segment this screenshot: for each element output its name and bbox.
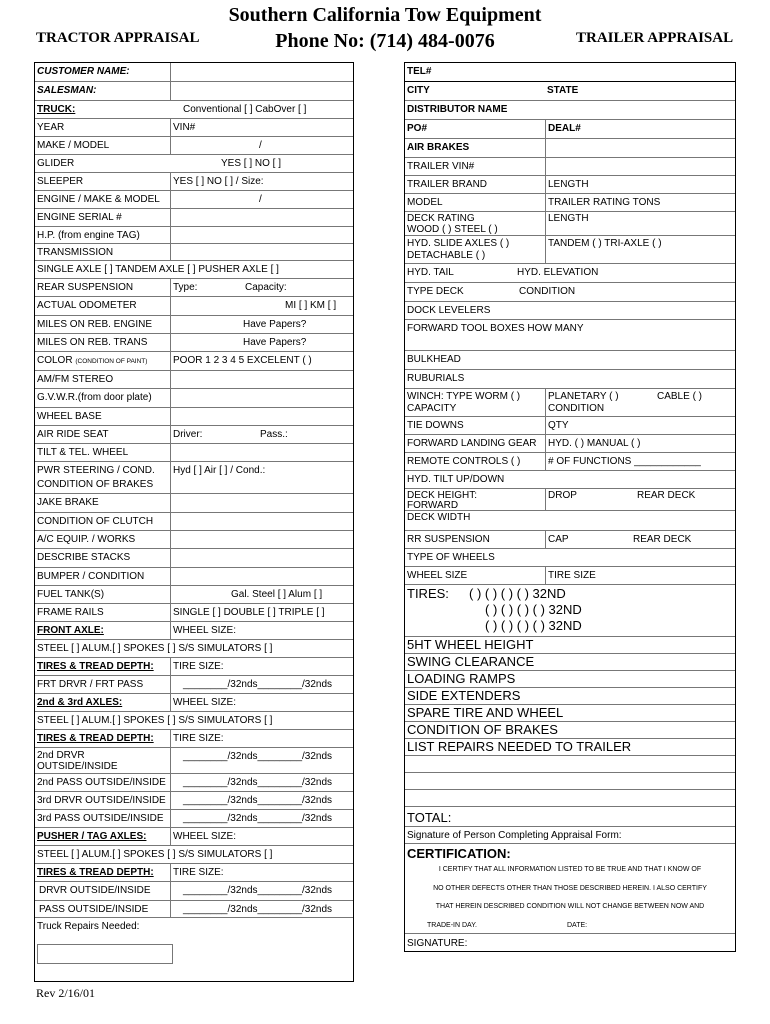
state-label: STATE [547, 85, 579, 96]
stacks-label: DESCRIBE STACKS [37, 552, 131, 563]
fuel-row[interactable] [35, 586, 353, 604]
engine-serial-row[interactable] [35, 209, 353, 227]
sleeper-row[interactable] [35, 173, 353, 191]
year-row[interactable] [35, 119, 353, 137]
axle-options[interactable]: SINGLE AXLE [ ] TANDEM AXLE [ ] PUSHER AXLE [ ] [37, 264, 279, 275]
axles23-wheel-types-row[interactable] [35, 712, 353, 730]
tie-downs-row[interactable] [405, 417, 735, 435]
fifth-wheel-row[interactable] [405, 637, 735, 654]
distributor-row[interactable] [405, 101, 735, 120]
rr-cap-label: CAP [548, 534, 569, 545]
pass2-tread-blanks[interactable]: ________/32nds________/32nds [183, 777, 333, 788]
total-row[interactable] [405, 807, 735, 827]
swing-row[interactable] [405, 654, 735, 671]
axles23-tires-row[interactable] [35, 730, 353, 748]
fuel-label: FUEL TANK(S) [37, 589, 105, 600]
air-seat-row[interactable] [35, 426, 353, 444]
tire-size-label: TIRE SIZE [548, 570, 596, 581]
wheels-type-label: TYPE OF WHEELS [407, 552, 495, 563]
trailer-appraisal-title: TRAILER APPRAISAL [576, 30, 734, 46]
driver-seat-label: Driver: [173, 429, 203, 440]
pwr-steering-row[interactable] [35, 462, 353, 494]
pusher-tires-label: TIRES & TREAD DEPTH: [37, 867, 154, 878]
axles23-tires-label: TIRES & TREAD DEPTH: [37, 733, 154, 744]
wheelbase-row[interactable] [35, 408, 353, 426]
company-name: Southern California Tow Equipment [228, 4, 542, 26]
cert-line-3: THAT HEREIN DESCRIBED CONDITION WILL NOT CHANGE BETWEEN NOW AND [435, 903, 705, 910]
deck-forward-label: FORWARD [407, 500, 459, 511]
pass2-row[interactable] [35, 774, 353, 792]
landing-gear-row[interactable] [405, 435, 735, 453]
tilt-row[interactable] [35, 444, 353, 462]
slide-axles-option[interactable]: HYD. SLIDE AXLES ( ) [407, 238, 510, 249]
engine-make-divider: / [259, 194, 262, 205]
front-axle-row[interactable] [35, 622, 353, 640]
ac-label: A/C EQUIP. / WORKS [37, 534, 136, 545]
certification-block [405, 844, 735, 934]
tire-row-1[interactable]: ( ) ( ) ( ) ( ) 32ND [469, 586, 566, 601]
wheel-size-row[interactable] [405, 567, 735, 585]
drvr2-label: 2nd DRVR [37, 750, 85, 761]
engine-make-label: ENGINE / MAKE & MODEL [37, 194, 160, 205]
paint-scale[interactable]: POOR 1 2 3 4 5 EXCELENT ( ) [173, 355, 312, 366]
winch-row[interactable] [405, 389, 735, 417]
frt-drvr-row[interactable] [35, 676, 353, 694]
customer-name-row[interactable] [35, 63, 353, 82]
planetary-option[interactable]: PLANETARY ( ) [548, 391, 619, 402]
tilt-label: HYD. TILT UP/DOWN [407, 474, 505, 485]
trailer-rating-label: TRAILER RATING TONS [548, 197, 661, 208]
deck-width-label: DECK WIDTH [407, 512, 471, 523]
cert-line-1: I CERTIFY THAT ALL INFORMATION LISTED TO BE TRUE AND THAT I KNOW OF [438, 866, 702, 873]
jake-row[interactable] [35, 494, 353, 513]
trailer-repairs-label: LIST REPAIRS NEEDED TO TRAILER [407, 739, 632, 754]
brakes-label: CONDITION OF BRAKES [37, 479, 154, 490]
remote-row[interactable] [405, 453, 735, 471]
signature-label: SIGNATURE: [407, 938, 468, 949]
front-tires-label: TIRES & TREAD DEPTH: [37, 661, 154, 672]
trailer-vin-row[interactable] [405, 158, 735, 176]
extenders-row[interactable] [405, 688, 735, 705]
po-row[interactable] [405, 120, 735, 139]
bulkhead-row[interactable] [405, 351, 735, 370]
color-note: (CONDITION OF PAINT) [75, 358, 148, 365]
frame-row[interactable] [35, 604, 353, 622]
color-row[interactable] [35, 352, 353, 371]
front-wheel-types-row[interactable] [35, 640, 353, 658]
front-wheel-size-label: WHEEL SIZE: [173, 625, 236, 636]
detachable-option[interactable]: DETACHABLE ( ) [407, 250, 486, 261]
front-tire-size-label: TIRE SIZE: [173, 661, 224, 672]
tool-boxes-row[interactable] [405, 320, 735, 351]
bulkhead-label: BULKHEAD [407, 354, 461, 365]
tire-row-2[interactable]: ( ) ( ) ( ) ( ) 32ND [485, 602, 582, 617]
pwr-steering-label: PWR STEERING / COND. [37, 465, 155, 476]
air-seat-label: AIR RIDE SEAT [37, 429, 109, 440]
transmission-label: TRANSMISSION [37, 247, 114, 258]
winch-condition-label: CONDITION [548, 403, 605, 414]
color-label [37, 355, 147, 368]
tel-row[interactable] [405, 63, 735, 82]
ramps-row[interactable] [405, 671, 735, 688]
deck-rating-label: DECK RATING [407, 213, 475, 224]
po-label: PO# [407, 123, 428, 134]
deck-rating-row[interactable] [405, 212, 735, 236]
make-model-row[interactable] [35, 137, 353, 155]
wheelbase-label: WHEEL BASE [37, 411, 102, 422]
deck-rear-label: REAR DECK [637, 490, 696, 501]
vin-label: VIN# [173, 122, 196, 133]
frame-options[interactable]: SINGLE [ ] DOUBLE [ ] TRIPLE [ ] [173, 607, 325, 618]
pass3-row[interactable] [35, 810, 353, 828]
hyd-tail-row[interactable] [405, 264, 735, 283]
rear-suspension-label: REAR SUSPENSION [37, 282, 134, 293]
pusher-drvr-label: DRVR OUTSIDE/INSIDE [39, 885, 151, 896]
clutch-label: CONDITION OF CLUTCH [37, 516, 154, 527]
slide-axles-row[interactable] [405, 236, 735, 264]
trailer-brand-label: TRAILER BRAND [407, 179, 488, 190]
trans-papers-label: Have Papers? [243, 337, 307, 348]
winch-type-options[interactable]: WINCH: TYPE WORM ( ) [407, 391, 521, 402]
trailer-brand-row[interactable] [405, 176, 735, 194]
tires-label: TIRES: [407, 586, 449, 601]
engine-make-row[interactable] [35, 191, 353, 209]
winch-capacity-label: CAPACITY [407, 403, 457, 414]
tie-downs-qty-label: QTY [548, 420, 569, 431]
spare-row[interactable] [405, 705, 735, 722]
hp-label: H.P. (from engine TAG) [37, 230, 140, 241]
drvr2-tread-blanks[interactable]: ________/32nds________/32nds [183, 751, 333, 762]
city-row[interactable] [405, 82, 735, 101]
truck-type-options[interactable]: Conventional [ ] CabOver [ ] [183, 104, 307, 115]
odometer-row[interactable] [35, 297, 353, 316]
tilt-row[interactable] [405, 471, 735, 489]
deal-label: DEAL# [548, 123, 581, 134]
ac-row[interactable] [35, 531, 353, 549]
pusher-row[interactable] [35, 828, 353, 846]
suspension-type-label: Type: [173, 282, 198, 293]
certification-heading: CERTIFICATION: [407, 846, 511, 861]
pusher-tire-size-label: TIRE SIZE: [173, 867, 224, 878]
deck-drop-label: DROP [548, 490, 577, 501]
drvr3-tread-blanks[interactable]: ________/32nds________/32nds [183, 795, 333, 806]
stereo-label: AM/FM STEREO [37, 374, 114, 385]
salesman-row[interactable] [35, 82, 353, 101]
landing-gear-label: FORWARD LANDING GEAR [407, 438, 537, 449]
tire-row-3[interactable]: ( ) ( ) ( ) ( ) 32ND [485, 618, 582, 633]
landing-gear-options[interactable]: HYD. ( ) MANUAL ( ) [548, 438, 641, 449]
pusher-label: PUSHER / TAG AXLES: [37, 831, 147, 842]
engine-serial-label: ENGINE SERIAL # [37, 212, 122, 223]
repairs-line-3[interactable] [405, 790, 735, 807]
miles-engine-label: MILES ON REB. ENGINE [37, 319, 153, 330]
signature-line-row[interactable] [405, 827, 735, 844]
miles-trans-label: MILES ON REB. TRANS [37, 337, 148, 348]
color-label-text: COLOR [37, 355, 73, 366]
tie-downs-label: TIE DOWNS [407, 420, 464, 431]
total-label: TOTAL: [407, 810, 452, 825]
rub-label: RUBURIALS [407, 373, 465, 384]
frt-tread-blanks[interactable]: ________/32nds________/32nds [183, 679, 333, 690]
fuel-options[interactable]: Gal. Steel [ ] Alum [ ] [231, 589, 323, 600]
frame-label: FRAME RAILS [37, 607, 104, 618]
odometer-label: ACTUAL ODOMETER [37, 300, 137, 311]
revision-note: Rev 2/16/01 [36, 986, 95, 1000]
pass3-label: 3rd PASS OUTSIDE/INSIDE [37, 813, 164, 824]
pusher-pass-label: PASS OUTSIDE/INSIDE [39, 904, 149, 915]
pass3-tread-blanks[interactable]: ________/32nds________/32nds [183, 813, 333, 824]
type-deck-label: TYPE DECK [407, 286, 464, 297]
pass-seat-label: Pass.: [260, 429, 288, 440]
front-tires-row[interactable] [35, 658, 353, 676]
dock-levelers-label: DOCK LEVELERS [407, 305, 491, 316]
rr-rear-deck-label: REAR DECK [633, 534, 692, 545]
axles23-tire-size-label: TIRE SIZE: [173, 733, 224, 744]
trailer-form [404, 62, 736, 952]
gvwr-row[interactable] [35, 389, 353, 408]
pusher-wheel-types-row[interactable] [35, 846, 353, 864]
brakes-cond-label: CONDITION OF BRAKES [407, 722, 558, 737]
tractor-form [34, 62, 354, 982]
air-brakes-row[interactable] [405, 139, 735, 158]
deck-width-row[interactable] [405, 511, 735, 531]
repairs-line-1[interactable] [405, 756, 735, 773]
fifth-wheel-label: 5HT WHEEL HEIGHT [407, 637, 534, 652]
city-label: CITY [407, 85, 430, 96]
deck-material-options[interactable]: WOOD ( ) STEEL ( ) [407, 224, 498, 235]
brakes-cond-row[interactable] [405, 722, 735, 739]
wheels-type-row[interactable] [405, 549, 735, 567]
signature-row[interactable] [405, 934, 735, 954]
pusher-wheel-size-label: WHEEL SIZE: [173, 831, 236, 842]
bumper-row[interactable] [35, 568, 353, 586]
make-model-divider: / [259, 140, 262, 151]
wheel-size-label: WHEEL SIZE [407, 570, 468, 581]
year-label: YEAR [37, 122, 65, 133]
truck-repairs-row[interactable] [35, 918, 353, 970]
hyd-elevation-label: HYD. ELEVATION [517, 267, 599, 278]
transmission-row[interactable] [35, 244, 353, 261]
sleeper-label: SLEEPER [37, 176, 84, 187]
swing-label: SWING CLEARANCE [407, 654, 535, 669]
make-model-label: MAKE / MODEL [37, 140, 110, 151]
cert-date-label[interactable]: DATE: [567, 922, 588, 929]
hyd-tail-label: HYD. TAIL [407, 267, 454, 278]
drvr2-row[interactable] [35, 748, 353, 774]
jake-label: JAKE BRAKE [37, 497, 99, 508]
tilt-label: TILT & TEL. WHEEL [37, 447, 129, 458]
drvr3-label: 3rd DRVR OUTSIDE/INSIDE [37, 795, 166, 806]
bumper-label: BUMPER / CONDITION [37, 571, 145, 582]
frt-drvr-label: FRT DRVR / FRT PASS [37, 679, 144, 690]
remote-controls-option[interactable]: REMOTE CONTROLS ( ) [407, 456, 521, 467]
repairs-row[interactable] [405, 739, 735, 756]
distributor-label: DISTRIBUTOR NAME [407, 104, 508, 115]
drvr2-outside-inside: OUTSIDE/INSIDE [37, 761, 118, 772]
axles23-label: 2nd & 3rd AXLES: [37, 697, 123, 708]
glider-label: GLIDER [37, 158, 75, 169]
clutch-row[interactable] [35, 513, 353, 531]
spare-label: SPARE TIRE AND WHEEL [407, 705, 564, 720]
cert-line-4: TRADE-IN DAY. [427, 922, 477, 929]
truck-row[interactable] [35, 101, 353, 119]
pass2-label: 2nd PASS OUTSIDE/INSIDE [37, 777, 166, 788]
pusher-wheel-type-options[interactable]: STEEL [ ] ALUM.[ ] SPOKES [ ] S/S SIMULATORS [ ] [37, 849, 273, 860]
repairs-line-2[interactable] [405, 773, 735, 790]
signature-line-label: Signature of Person Completing Appraisal Form: [407, 830, 622, 841]
stacks-row[interactable] [35, 549, 353, 568]
mi-km-options[interactable]: MI [ ] KM [ ] [285, 300, 337, 311]
engine-papers-label: Have Papers? [243, 319, 307, 330]
model-label: MODEL [407, 197, 443, 208]
pwr-steering-options[interactable]: Hyd [ ] Air [ ] / Cond.: [173, 465, 266, 476]
axles23-wheel-size-label: WHEEL SIZE: [173, 697, 236, 708]
axles23-row[interactable] [35, 694, 353, 712]
front-wheel-type-options[interactable]: STEEL [ ] ALUM.[ ] SPOKES [ ] S/S SIMULATORS [ ] [37, 643, 273, 654]
tel-label: TEL# [407, 66, 432, 77]
extenders-label: SIDE EXTENDERS [407, 688, 521, 703]
drvr3-row[interactable] [35, 792, 353, 810]
pusher-pass-tread-blanks[interactable]: ________/32nds________/32nds [183, 904, 333, 915]
trailer-vin-label: TRAILER VIN# [407, 161, 475, 172]
deck-condition-label: CONDITION [519, 286, 576, 297]
deck-height-row[interactable] [405, 489, 735, 511]
phone-number: Phone No: (714) 484-0076 [275, 30, 495, 52]
miles-trans-row[interactable] [35, 334, 353, 352]
ramps-label: LOADING RAMPS [407, 671, 516, 686]
rr-suspension-label: RR SUSPENSION [407, 534, 490, 545]
cable-option[interactable]: CABLE ( ) [657, 391, 703, 402]
tool-boxes-label: FORWARD TOOL BOXES HOW MANY [407, 323, 584, 334]
glider-row[interactable] [35, 155, 353, 173]
pusher-pass-row[interactable] [35, 901, 353, 918]
tires-row[interactable] [405, 585, 735, 637]
deck-height-label: DECK HEIGHT: [407, 490, 478, 501]
cert-line-2: NO OTHER DEFECTS OTHER THAN THOSE DESCRIBED HEREIN. I ALSO CERTIFY [433, 885, 707, 892]
gvwr-label: G.V.W.R.(from door plate) [37, 392, 152, 403]
stereo-row[interactable] [35, 371, 353, 389]
miles-engine-row[interactable] [35, 316, 353, 334]
front-axle-label: FRONT AXLE: [37, 625, 104, 636]
axles-row[interactable] [35, 261, 353, 279]
axles23-wheel-type-options[interactable]: STEEL [ ] ALUM.[ ] SPOKES [ ] S/S SIMULATORS [ ] [37, 715, 273, 726]
rr-susp-row[interactable] [405, 531, 735, 549]
truck-label: TRUCK: [37, 104, 76, 115]
suspension-capacity-label: Capacity: [245, 282, 287, 293]
rub-row[interactable] [405, 370, 735, 389]
tandem-options[interactable]: TANDEM ( ) TRI-AXLE ( ) [548, 238, 662, 249]
pusher-drvr-row[interactable] [35, 882, 353, 901]
tractor-appraisal-title: TRACTOR APPRAISAL [36, 30, 200, 46]
dock-row[interactable] [405, 302, 735, 320]
type-deck-row[interactable] [405, 283, 735, 302]
pusher-drvr-tread-blanks[interactable]: ________/32nds________/32nds [183, 885, 333, 896]
glider-options[interactable]: YES [ ] NO [ ] [221, 158, 282, 169]
truck-repairs-label: Truck Repairs Needed: [37, 921, 140, 932]
salesman-label: SALESMAN: [37, 85, 97, 96]
rear-suspension-row[interactable] [35, 279, 353, 297]
functions-count[interactable]: # OF FUNCTIONS ____________ [548, 456, 701, 467]
hp-row[interactable] [35, 227, 353, 244]
truck-repairs-box[interactable] [37, 944, 173, 964]
air-brakes-label: AIR BRAKES [407, 142, 470, 153]
trailer-length-label: LENGTH [548, 179, 589, 190]
deck-length-label: LENGTH [548, 213, 589, 224]
customer-name-label: CUSTOMER NAME: [37, 66, 130, 77]
sleeper-options[interactable]: YES [ ] NO [ ] / Size: [173, 176, 264, 187]
pusher-tires-row[interactable] [35, 864, 353, 882]
model-row[interactable] [405, 194, 735, 212]
